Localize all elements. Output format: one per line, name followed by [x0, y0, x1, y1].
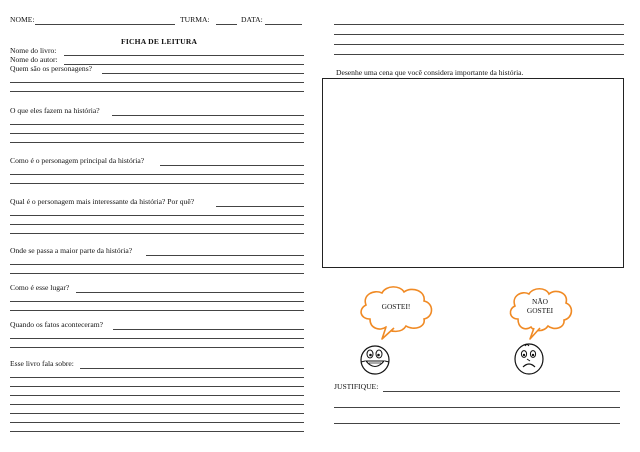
quando-field[interactable]	[113, 329, 304, 330]
autor-label: Nome do autor:	[10, 55, 58, 64]
sad-face-icon[interactable]	[512, 342, 546, 376]
answer-line[interactable]	[334, 54, 624, 55]
principal-field[interactable]	[160, 165, 304, 166]
answer-line[interactable]	[10, 82, 304, 83]
lugar-label: Como é esse lugar?	[10, 283, 70, 292]
answer-line[interactable]	[10, 431, 304, 432]
answer-line[interactable]	[10, 264, 304, 265]
page-title: FICHA DE LEITURA	[121, 37, 198, 46]
cloud-bubble-icon	[356, 283, 436, 341]
answer-line[interactable]	[10, 183, 304, 184]
disliked-label-1: NÃO	[531, 297, 548, 306]
onde-field[interactable]	[146, 255, 304, 256]
fala-field[interactable]	[80, 368, 304, 369]
answer-line[interactable]	[10, 413, 304, 414]
draw-prompt: Desenhe uma cena que você considera importante da história.	[336, 68, 524, 77]
answer-line[interactable]	[10, 422, 304, 423]
disliked-label-2: GOSTEI	[526, 306, 554, 315]
fala-label: Esse livro fala sobre:	[10, 359, 74, 368]
data-field[interactable]	[265, 24, 302, 25]
lugar-field[interactable]	[76, 292, 304, 293]
answer-line[interactable]	[10, 233, 304, 234]
answer-line[interactable]	[10, 133, 304, 134]
answer-line[interactable]	[10, 174, 304, 175]
answer-line[interactable]	[334, 34, 624, 35]
answer-line[interactable]	[10, 215, 304, 216]
data-label: DATA:	[241, 15, 263, 24]
answer-line[interactable]	[334, 423, 620, 424]
answer-line[interactable]	[10, 386, 304, 387]
answer-line[interactable]	[334, 24, 624, 25]
happy-face-icon[interactable]	[358, 344, 392, 376]
personagens-field[interactable]	[102, 73, 304, 74]
drawing-area[interactable]	[322, 78, 624, 268]
answer-line[interactable]	[10, 395, 304, 396]
answer-line[interactable]	[10, 301, 304, 302]
answer-line[interactable]	[10, 124, 304, 125]
fazem-field[interactable]	[112, 115, 304, 116]
nome-label: NOME:	[10, 15, 35, 24]
nome-field[interactable]	[35, 24, 175, 25]
autor-field[interactable]	[64, 64, 304, 65]
liked-label: GOSTEI!	[381, 302, 411, 311]
answer-line[interactable]	[334, 44, 624, 45]
justify-label: JUSTIFIQUE:	[334, 382, 379, 391]
livro-field[interactable]	[64, 55, 304, 56]
answer-line[interactable]	[10, 310, 304, 311]
answer-line[interactable]	[10, 377, 304, 378]
onde-label: Onde se passa a maior parte da história?	[10, 246, 133, 255]
turma-field[interactable]	[216, 24, 237, 25]
personagens-label: Quem são os personagens?	[10, 64, 93, 73]
answer-line[interactable]	[10, 347, 304, 348]
livro-label: Nome do livro:	[10, 46, 57, 55]
interessante-field[interactable]	[216, 206, 304, 207]
answer-line[interactable]	[10, 224, 304, 225]
answer-line[interactable]	[334, 407, 620, 408]
principal-label: Como é o personagem principal da história?	[10, 156, 145, 165]
fazem-label: O que eles fazem na história?	[10, 106, 100, 115]
answer-line[interactable]	[10, 91, 304, 92]
turma-label: TURMA:	[180, 15, 210, 24]
interessante-label: Qual é o personagem mais interessante da história? Por quê?	[10, 197, 195, 206]
answer-line[interactable]	[10, 338, 304, 339]
quando-label: Quando os fatos aconteceram?	[10, 320, 103, 329]
answer-line[interactable]	[10, 273, 304, 274]
answer-line[interactable]	[10, 404, 304, 405]
answer-line[interactable]	[10, 142, 304, 143]
justify-field[interactable]	[383, 391, 620, 392]
